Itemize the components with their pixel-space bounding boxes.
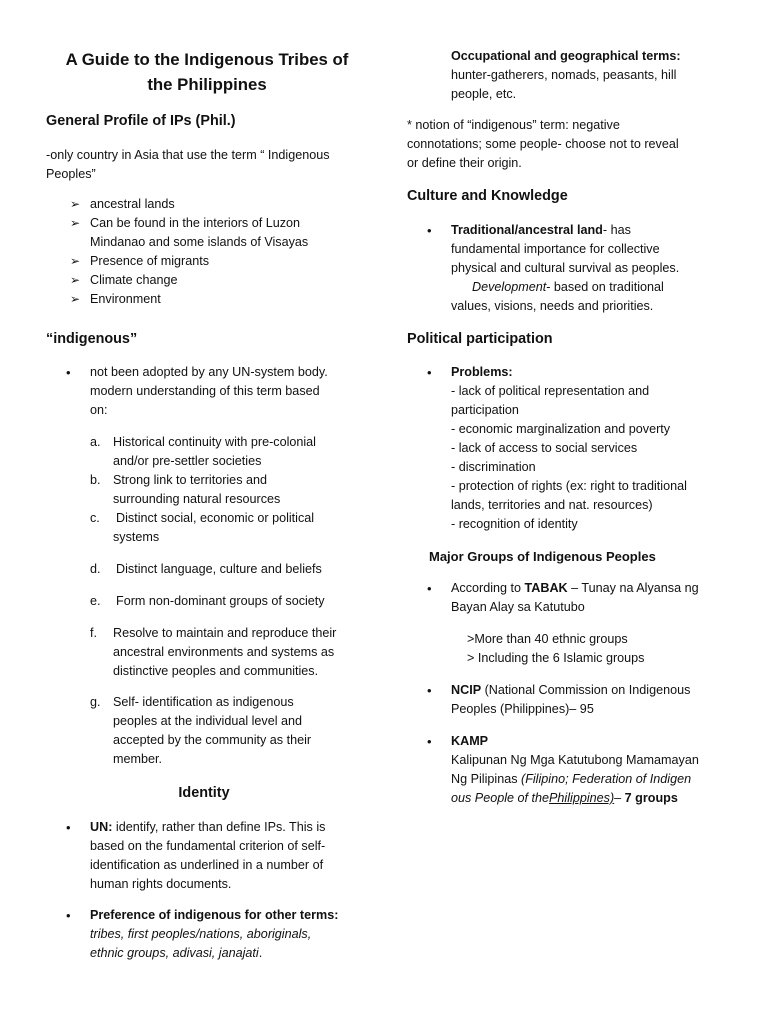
list-item-continuation: Mindanao and some islands of Visayas: [90, 235, 309, 249]
criteria-item-e: e. Form non-dominant groups of society: [90, 594, 325, 608]
bullet-dot-icon: •: [427, 223, 432, 238]
political-heading: Political participation: [407, 331, 553, 347]
document-title: [46, 47, 368, 97]
culture-heading: Culture and Knowledge: [407, 188, 568, 204]
criteria-item-a: a. Historical continuity with pre-colonial and/or pre-settler societies: [90, 435, 316, 468]
identity-un-bullet: • UN: identify, rather than define IPs. This is based on the fundamental criterion of self- identification as underlined in a number of human rights documents.: [66, 820, 326, 891]
indigenous-heading: “indigenous”: [46, 331, 138, 347]
title-line-2: the Philippines: [147, 75, 267, 94]
identity-heading: Identity: [178, 785, 230, 801]
general-profile-list: [46, 195, 368, 309]
title-line-1: A Guide to the Indigenous Tribes of: [65, 50, 349, 69]
bullet-dot-icon: •: [66, 908, 71, 923]
criteria-item-f: f. Resolve to maintain and reproduce their ancestral environments and systems as distinctive peoples and communities.: [90, 626, 337, 678]
occupational-terms: Occupational and geographical terms: hunter-gatherers, nomads, peasants, hill people, etc.: [451, 49, 681, 101]
criteria-item-c: c. Distinct social, economic or political systems: [90, 511, 315, 544]
bullet-dot-icon: •: [427, 581, 432, 596]
criteria-item-g: g. Self- identification as indigenous peoples at the individual level and accepted by the community as their member.: [90, 695, 312, 766]
problems-bullet: • Problems: - lack of political representation and participation - economic marginalization and poverty - lack of access to social services - discrimination - protection of rights (ex: right to traditional lands, territories and nat. resources) - recognition of identity: [427, 365, 687, 531]
indigenous-bullet: • not been adopted by any UN-system body. modern understanding of this term based on:: [66, 365, 328, 417]
kamp-bullet: • KAMP Kalipunan Ng Mga Katutubong Mamamayan Ng Pilipinas (Filipino; Federation of Indigen ous People of thePhilippines)– 7 groups: [427, 734, 699, 805]
general-profile-intro-1: -only country in Asia that use the term “ Indigenous: [46, 148, 330, 162]
list-item: ➢ Environment: [46, 290, 368, 309]
ncip-bullet: • NCIP (National Commission on Indigenous Peoples (Philippines)– 95: [427, 683, 691, 716]
identity-preference-bullet: • Preference of indigenous for other terms: tribes, first peoples/nations, aboriginals, ethnic groups, adivasi, janajati.: [66, 908, 339, 960]
general-profile-heading: General Profile of IPs (Phil.): [46, 113, 236, 129]
arrow-bullet-icon: ➢: [70, 254, 81, 268]
bullet-dot-icon: •: [427, 365, 432, 380]
list-item: ➢ Can be found in the interiors of Luzon: [46, 214, 368, 233]
list-item: ➢ Climate change: [46, 271, 368, 290]
arrow-bullet-icon: ➢: [70, 216, 81, 230]
general-profile-intro-2: Peoples”: [46, 167, 96, 181]
arrow-bullet-icon: ➢: [70, 197, 81, 211]
bullet-dot-icon: •: [427, 683, 432, 698]
tabak-details: >More than 40 ethnic groups > Including the 6 Islamic groups: [467, 632, 645, 665]
notion-paragraph: * notion of “indigenous” term: negative connotations; some people- choose not to reveal or define their origin.: [407, 118, 679, 170]
arrow-bullet-icon: ➢: [70, 273, 81, 287]
bullet-dot-icon: •: [66, 820, 71, 835]
bullet-dot-icon: •: [427, 734, 432, 749]
bullet-dot-icon: •: [66, 365, 71, 380]
tabak-bullet: • According to TABAK – Tunay na Alyansa ng Bayan Alay sa Katutubo: [427, 581, 699, 614]
major-groups-heading: Major Groups of Indigenous Peoples: [429, 549, 656, 564]
criteria-item-b: b. Strong link to territories and surrounding natural resources: [90, 473, 281, 506]
culture-bullet: • Traditional/ancestral land- has fundamental importance for collective physical and cultural survival as peoples. Development- based on traditional values, visions, needs and priorities.: [427, 223, 680, 313]
list-item: ➢ Presence of migrants: [46, 252, 368, 271]
list-item: ➢ ancestral lands: [46, 195, 368, 214]
arrow-bullet-icon: ➢: [70, 292, 81, 306]
criteria-item-d: d. Distinct language, culture and beliefs: [90, 562, 322, 576]
